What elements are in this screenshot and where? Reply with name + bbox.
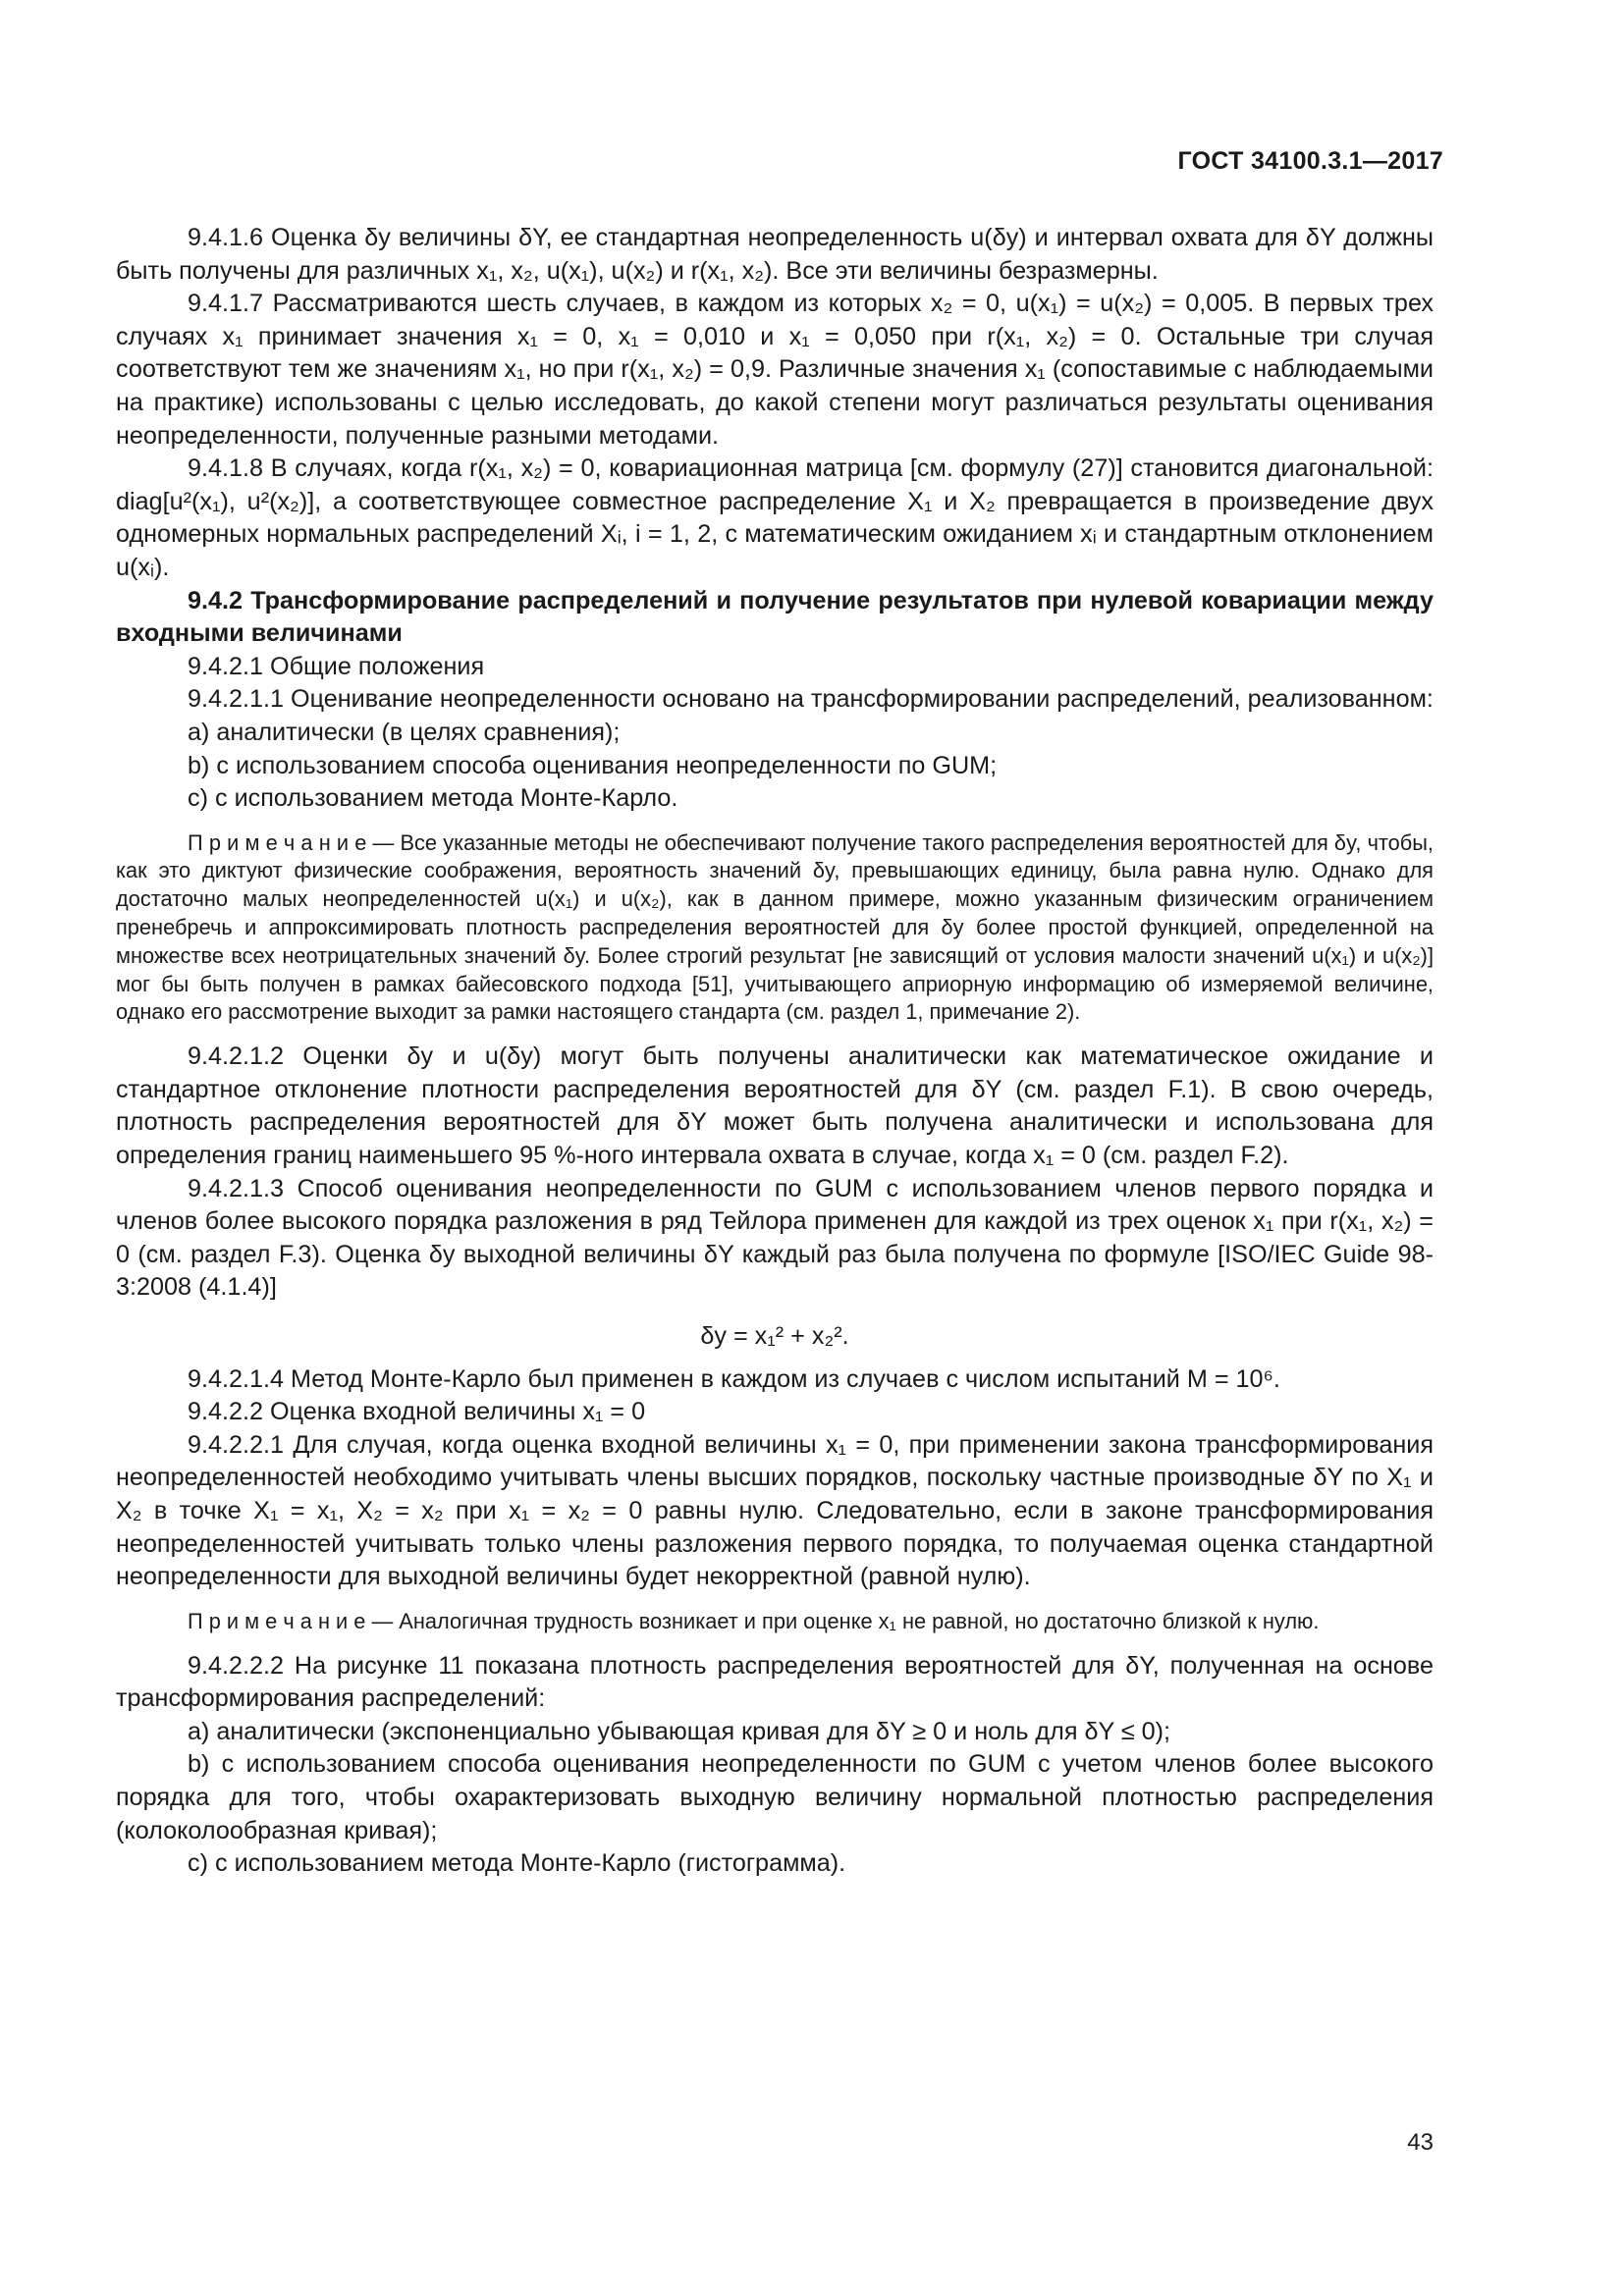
page-number: 43	[1407, 2129, 1434, 2156]
list-item-b-2: b) с использованием способа оценивания неопределенности по GUM с учетом членов более высокого порядка для того, чтобы охарактеризовать выходную величину нормальной плотностью распределения (колоколообразная кривая);	[116, 1750, 1434, 1844]
note-2: П р и м е ч а н и е — Аналогичная трудность возникает и при оценке x₁ не равной, но достаточно близкой к нулю.	[188, 1608, 1320, 1633]
paragraph-9-4-2-2: 9.4.2.2 Оценка входной величины x₁ = 0	[188, 1398, 646, 1426]
note-1: П р и м е ч а н и е — Все указанные методы не обеспечивают получение такого распределения вероятностей для δy, чтобы, как это диктуют физические соображения, вероятность значений δy, превышающих единицу, была равна нулю. Однако для достаточно малых неопределенностей u(x₁) и u(x₂), как в данном примере, можно указанным физическим ограничением пренебречь и аппроксимировать плотность распределения вероятностей для δy более простой функцией, определенной на множестве всех неотрицательных значений δy. Более строгий результат [не зависящий от условия малости значений u(x₁) и u(x₂)] мог бы быть получен в рамках байесовского подхода [51], учитывающего априорную информацию об измеряемой величине, однако его рассмотрение выходит за рамки настоящего стандарта (см. раздел 1, примечание 2).	[116, 829, 1434, 1025]
paragraph-9-4-1-7: 9.4.1.7 Рассматриваются шесть случаев, в каждом из которых x₂ = 0, u(x₁) = u(x₂) = 0,005. В первых трех случаях x₁ принимает значения x₁ = 0, x₁ = 0,010 и x₁ = 0,050 при r(x₁, x₂) = 0. Остальные три случая соответствуют тем же значениям x₁, но при r(x₁, x₂) = 0,9. Различные значения x₁ (сопоставимые с наблюдаемыми на практике) использованы с целью исследовать, до какой степени могут различаться результаты оценивания неопределенности, полученные разными методами.	[116, 290, 1434, 450]
standard-number-header: ГОСТ 34100.3.1—2017	[1177, 147, 1443, 175]
paragraph-9-4-1-8: 9.4.1.8 В случаях, когда r(x₁, x₂) = 0, ковариационная матрица [см. формулу (27)] становится диагональной: diag[u²(x₁), u²(x₂)], а соответствующее совместное распределение X₁ и X₂ превращается в произведение двух одномерных нормальных распределений Xᵢ, i = 1, 2, с математическим ожиданием xᵢ и стандартным отклонением u(xᵢ).	[116, 454, 1434, 581]
paragraph-9-4-2-2-2: 9.4.2.2.2 На рисунке 11 показана плотность распределения вероятностей для δY, полученная на основе трансформирования распределений:	[116, 1651, 1434, 1713]
list-item-a-1: a) аналитически (в целях сравнения);	[188, 718, 621, 746]
paragraph-9-4-2-1-2: 9.4.2.1.2 Оценки δy и u(δy) могут быть получены аналитически как математическое ожидание и стандартное отклонение плотности распределения вероятностей для δY (см. раздел F.1). В свою очередь, плотность распределения вероятностей для δY может быть получена аналитически и использована для определения границ наименьшего 95 %-ного интервала охвата в случае, когда x₁ = 0 (см. раздел F.2).	[116, 1042, 1434, 1170]
document-body	[116, 222, 1434, 1881]
list-item-b-1: b) с использованием способа оценивания неопределенности по GUM;	[188, 751, 998, 779]
formula-delta-y: δy = x₁² + x₂².	[700, 1322, 849, 1351]
paragraph-9-4-2-1: 9.4.2.1 Общие положения	[188, 652, 485, 680]
list-item-c-2: c) с использованием метода Монте-Карло (гистограмма).	[188, 1849, 846, 1878]
paragraph-9-4-1-6: 9.4.1.6 Оценка δy величины δY, ее стандартная неопределенность u(δy) и интервал охвата для δY должны быть получены для различных x₁, x₂, u(x₁), u(x₂) и r(x₁, x₂). Все эти величины безразмерны.	[116, 224, 1434, 285]
list-item-c-1: c) с использованием метода Монте-Карло.	[188, 784, 678, 813]
section-heading-9-4-2: 9.4.2 Трансформирование распределений и получение результатов при нулевой ковариации между входными величинами	[116, 586, 1434, 648]
paragraph-9-4-2-2-1: 9.4.2.2.1 Для случая, когда оценка входной величины x₁ = 0, при применении закона трансформирования неопределенностей необходимо учитывать члены высших порядков, поскольку частные производные δY по X₁ и X₂ в точке X₁ = x₁, X₂ = x₂ при x₁ = x₂ = 0 равны нулю. Следовательно, если в законе трансформирования неопределенностей учитывать только члены разложения первого порядка, то получаемая оценка стандартной неопределенности для выходной величины будет некорректной (равной нулю).	[116, 1430, 1434, 1591]
paragraph-9-4-2-1-1: 9.4.2.1.1 Оценивание неопределенности основано на трансформировании распределений, реализованном:	[188, 685, 1434, 714]
list-item-a-2: a) аналитически (экспоненциально убывающая кривая для δY ≥ 0 и ноль для δY ≤ 0);	[188, 1717, 1171, 1745]
paragraph-9-4-2-1-4: 9.4.2.1.4 Метод Монте-Карло был применен в каждом из случаев с числом испытаний M = 10⁶.	[188, 1364, 1280, 1393]
paragraph-9-4-2-1-3: 9.4.2.1.3 Способ оценивания неопределенности по GUM с использованием членов первого порядка и членов более высокого порядка разложения в ряд Тейлора применен для каждой из трех оценок x₁ при r(x₁, x₂) = 0 (см. раздел F.3). Оценка δy выходной величины δY каждый раз была получена по формуле [ISO/IEC Guide 98-3:2008 (4.1.4)]	[116, 1174, 1434, 1302]
